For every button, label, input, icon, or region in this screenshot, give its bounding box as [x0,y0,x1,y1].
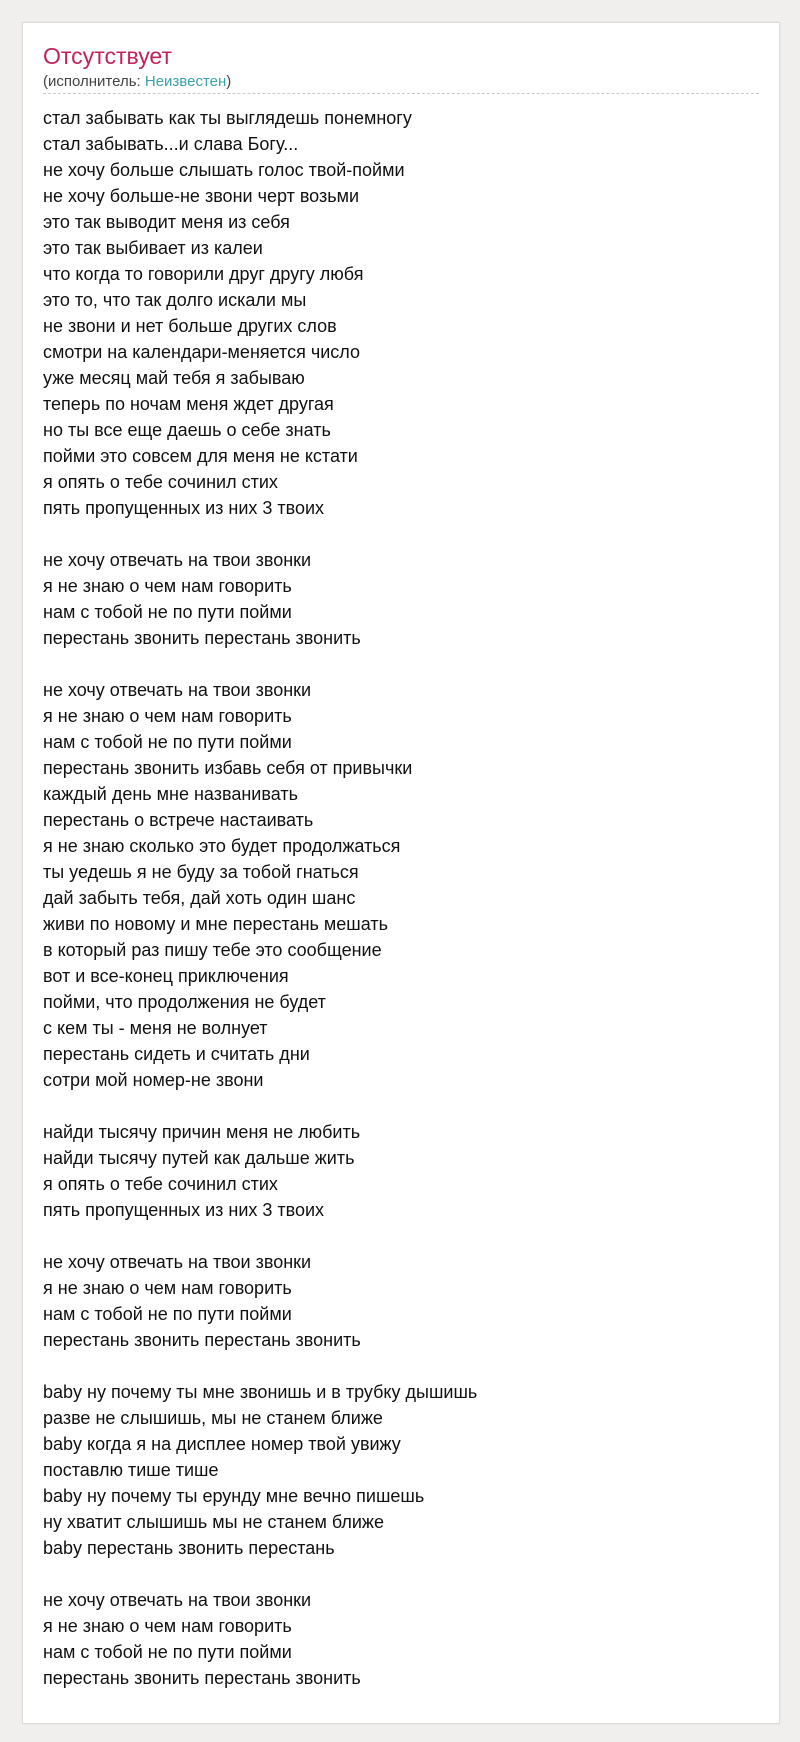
lyric-line: я не знаю о чем нам говорить [43,1616,292,1636]
lyric-line: вот и все-конец приключения [43,966,289,986]
lyric-line: каждый день мне названивать [43,784,298,804]
artist-suffix: ) [226,73,232,90]
lyric-line: ну хватит слышишь мы не станем ближе [43,1512,384,1532]
lyric-line: я не знаю о чем нам говорить [43,706,292,726]
lyric-line: это так выводит меня из себя [43,212,290,232]
stanza-break [43,1353,759,1379]
lyric-line: не хочу больше слышать голос твой-пойми [43,160,405,180]
lyric-line: это так выбивает из калеи [43,238,263,258]
stanza-break [43,651,759,677]
lyric-line: ты уедешь я не буду за тобой гнаться [43,862,359,882]
artist-link[interactable]: Неизвестен [144,73,227,90]
lyric-line: не хочу отвечать на твои звонки [43,550,312,570]
lyric-line: но ты все еще даешь о себе знать [43,420,331,440]
lyric-line: не хочу отвечать на твои звонки [43,1252,312,1272]
lyric-line: я опять о тебе сочинил стих [43,472,278,492]
lyric-line: baby ну почему ты мне звонишь и в трубку дышишь [43,1382,478,1402]
stanza-break [43,1561,759,1587]
lyric-line: перестань звонить перестань звонить [43,1330,361,1350]
lyric-line: дай забыть тебя, дай хоть один шанс [43,888,356,908]
lyric-line: поставлю тише тише [43,1460,219,1480]
lyric-line: стал забывать...и слава Богу... [43,134,299,154]
lyric-line: не хочу отвечать на твои звонки [43,680,312,700]
lyric-line: теперь по ночам меня ждет другая [43,394,334,414]
artist-prefix: (исполнитель: [43,73,145,90]
lyric-line: пять пропущенных из них 3 твоих [43,1200,325,1220]
stanza-break [43,1223,759,1249]
lyrics-text [43,105,759,1691]
lyric-line: я опять о тебе сочинил стих [43,1174,278,1194]
stanza-break [43,521,759,547]
lyric-line: с кем ты - меня не волнует [43,1018,268,1038]
lyric-line: не хочу отвечать на твои звонки [43,1590,312,1610]
artist-line [43,73,231,91]
lyric-line: перестань о встрече настаивать [43,810,314,830]
lyric-line: живи по новому и мне перестань мешать [43,914,388,934]
lyric-line: перестань звонить перестань звонить [43,628,361,648]
lyric-line: перестань звонить избавь себя от привычки [43,758,413,778]
lyric-line: пойми, что продолжения не будет [43,992,326,1012]
stanza-break [43,1093,759,1119]
lyric-line: baby перестань звонить перестань [43,1538,335,1558]
lyric-line: стал забывать как ты выглядешь понемногу [43,108,412,128]
lyric-line: перестань звонить перестань звонить [43,1668,361,1688]
lyric-line: я не знаю о чем нам говорить [43,576,292,596]
lyric-line: не звони и нет больше других слов [43,316,337,336]
lyric-line: это то, что так долго искали мы [43,290,307,310]
lyric-line: нам с тобой не по пути пойми [43,1304,292,1324]
lyric-line: что когда то говорили друг другу любя [43,264,364,284]
lyric-line: я не знаю сколько это будет продолжаться [43,836,401,856]
lyric-line: перестань сидеть и считать дни [43,1044,310,1064]
dashed-divider [43,93,759,94]
song-title: Отсутствует [43,43,172,69]
lyric-line: нам с тобой не по пути пойми [43,602,292,622]
lyric-line: разве не слышишь, мы не станем ближе [43,1408,383,1428]
lyric-line: я не знаю о чем нам говорить [43,1278,292,1298]
lyric-line: в который раз пишу тебе это сообщение [43,940,382,960]
lyric-line: нам с тобой не по пути пойми [43,732,292,752]
lyric-line: не хочу больше-не звони черт возьми [43,186,360,206]
lyric-line: найди тысячу путей как дальше жить [43,1148,355,1168]
lyric-line: уже месяц май тебя я забываю [43,368,305,388]
lyric-line: найди тысячу причин меня не любить [43,1122,361,1142]
lyric-line: baby ну почему ты ерунду мне вечно пишешь [43,1486,425,1506]
lyric-line: пять пропущенных из них 3 твоих [43,498,325,518]
lyric-line: сотри мой номер-не звони [43,1070,264,1090]
lyric-line: нам с тобой не по пути пойми [43,1642,292,1662]
lyrics-card [22,22,780,1724]
lyric-line: смотри на календари-меняется число [43,342,360,362]
lyric-line: пойми это совсем для меня не кстати [43,446,358,466]
lyric-line: baby когда я на дисплее номер твой увижу [43,1434,401,1454]
